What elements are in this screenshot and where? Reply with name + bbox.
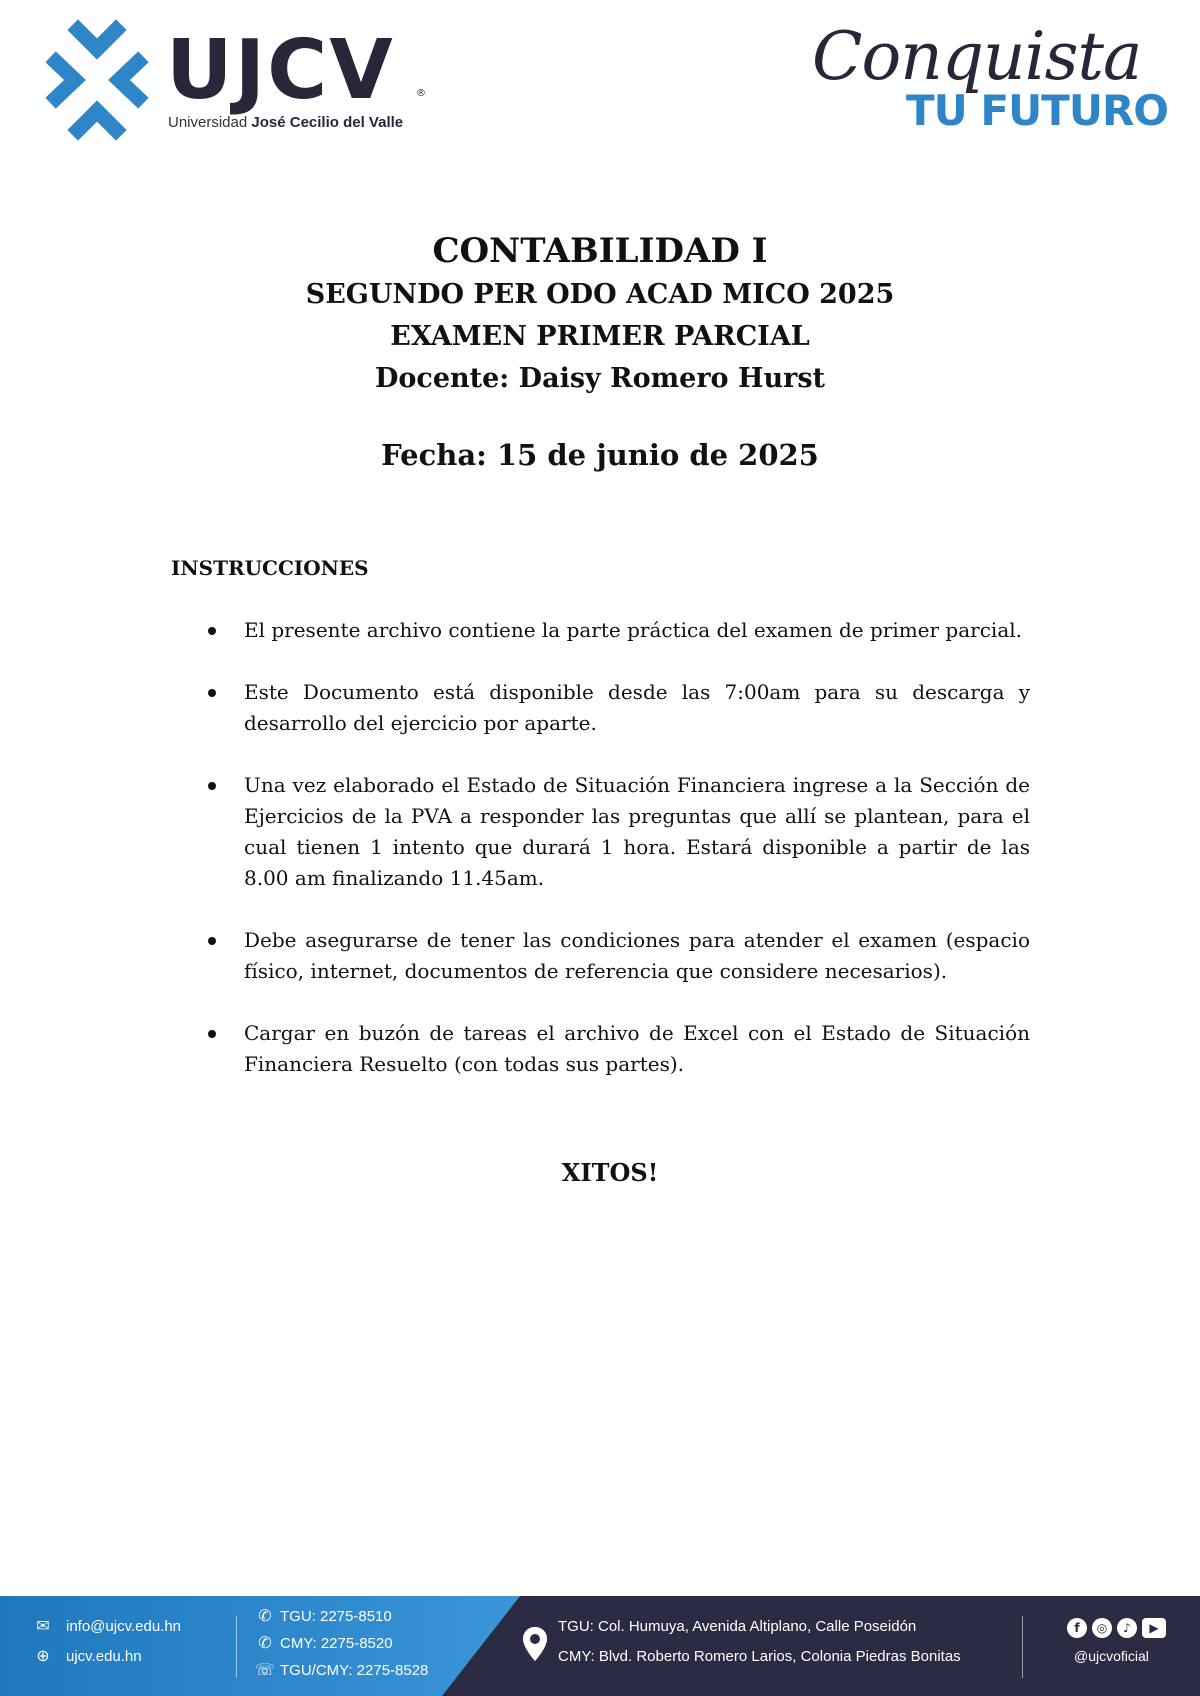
social-icons [1067, 1618, 1171, 1638]
footer-phone-tgu[interactable]: ✆ TGU: 2275-8510 [254, 1606, 392, 1626]
exam-date: Fecha: 15 de junio de 2025 [381, 438, 819, 472]
course-title: CONTABILIDAD I [432, 231, 768, 271]
slogan-logo [808, 18, 1168, 142]
globe-icon: ⊕ [36, 1648, 50, 1665]
footer-phone-cmy[interactable]: ✆ CMY: 2275-8520 [254, 1633, 393, 1653]
footer-web[interactable]: ⊕ ujcv.edu.hn [32, 1646, 142, 1666]
logo-subtitle: Universidad José Cecilio del Valle [168, 114, 404, 131]
phone-icon: ✆ [258, 1608, 272, 1625]
bullet-icon [208, 937, 216, 945]
exam-title: EXAMEN PRIMER PARCIAL [390, 321, 810, 352]
instructions-list [206, 615, 1030, 1111]
footer-divider [1022, 1616, 1023, 1678]
period-title: SEGUNDO PER ODO ACAD MICO 2025 [305, 279, 895, 310]
bullet-icon [208, 689, 216, 697]
footer-email[interactable]: ✉ info@ujcv.edu.hn [32, 1616, 181, 1636]
list-item: El presente archivo contiene la parte práctica del examen de primer parcial. [206, 615, 1030, 646]
title-block [0, 228, 1200, 472]
tiktok-icon[interactable]: ♪ [1117, 1618, 1137, 1638]
closing-message: XITOS! [561, 1158, 659, 1187]
footer-address-tgu: TGU: Col. Humuya, Avenida Altiplano, Calle Poseidón [558, 1618, 917, 1635]
footer-divider [236, 1616, 237, 1678]
mail-icon: ✉ [36, 1618, 50, 1635]
instructions-heading: INSTRUCCIONES [171, 556, 369, 580]
location-pin-icon [522, 1626, 548, 1662]
youtube-icon[interactable]: ▶ [1142, 1618, 1166, 1638]
ujcv-logo [44, 18, 444, 142]
ujcv-logo-mark-icon [44, 18, 150, 142]
list-item: Cargar en buzón de tareas el archivo de Excel con el Estado de Situación Financiera Resuelto (con todas sus partes). [206, 1018, 1030, 1080]
logo-wordmark: UJCV [166, 23, 395, 118]
footer [0, 1596, 1200, 1696]
list-item: Debe asegurarse de tener las condiciones para atender el examen (espacio físico, internet, documentos de referencia que considere necesarios). [206, 925, 1030, 987]
footer-whatsapp[interactable]: ☏ TGU/CMY: 2275-8528 [254, 1661, 429, 1679]
facebook-icon[interactable]: f [1067, 1618, 1087, 1638]
slogan-script: Conquista [812, 18, 1142, 95]
slogan-bold: TU FUTURO [906, 86, 1168, 135]
registered-mark: ® [416, 88, 426, 99]
phone-icon: ✆ [258, 1635, 272, 1652]
teacher-title: Docente: Daisy Romero Hurst [374, 363, 825, 394]
bullet-icon [208, 782, 216, 790]
list-item: Una vez elaborado el Estado de Situación Financiera ingrese a la Sección de Ejercicios de la PVA a responder las preguntas que allí se plantean, para el cual tienen 1 intento que durará 1 hora. Estará disponible a partir de las 8.00 am finalizando 11.45am. [206, 770, 1030, 894]
list-item: Este Documento está disponible desde las 7:00am para su descarga y desarrollo del ejercicio por aparte. [206, 677, 1030, 739]
bullet-icon [208, 627, 216, 635]
whatsapp-icon: ☏ [254, 1662, 275, 1679]
instagram-icon[interactable]: ◎ [1092, 1618, 1112, 1638]
social-handle[interactable]: @ujcvoficial [1074, 1648, 1149, 1664]
bullet-icon [208, 1030, 216, 1038]
footer-address-cmy: CMY: Blvd. Roberto Romero Larios, Colonia Piedras Bonitas [558, 1648, 961, 1665]
